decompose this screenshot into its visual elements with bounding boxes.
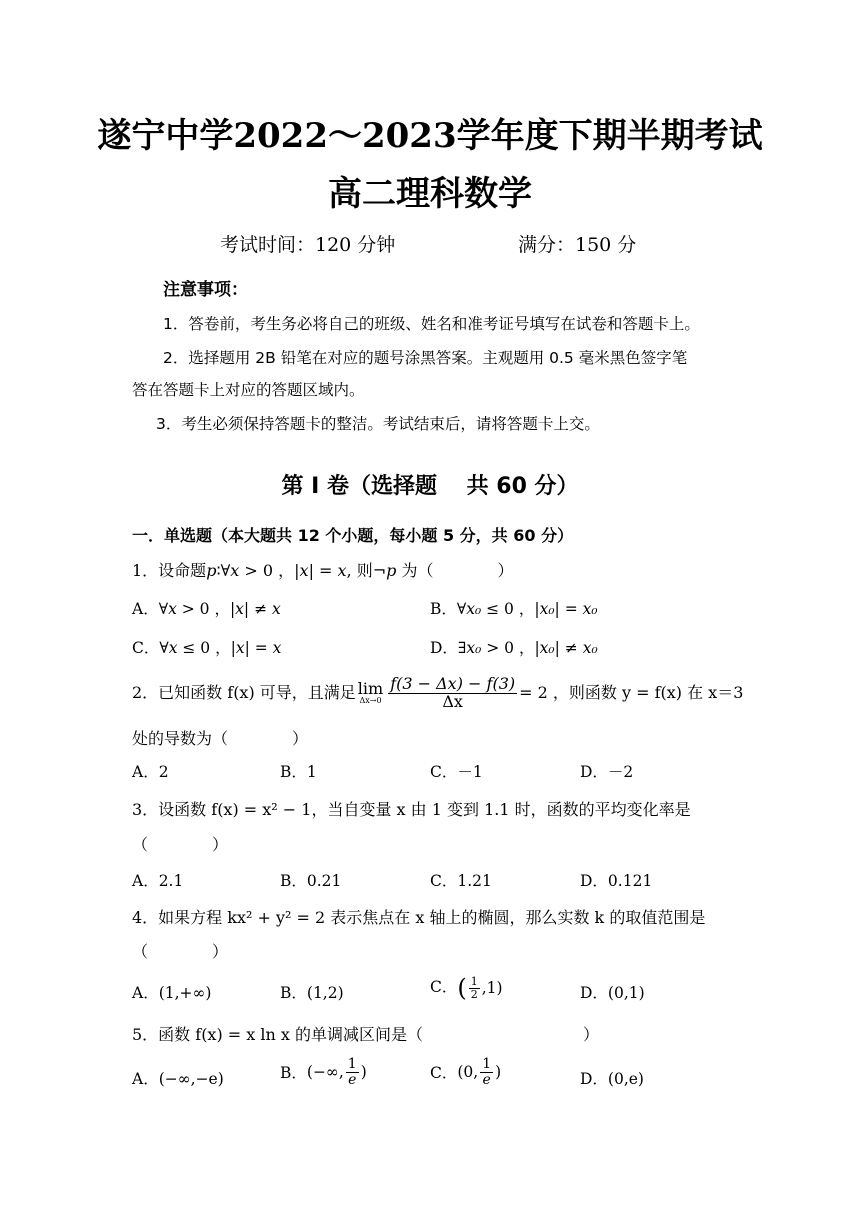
question-3-stem-line2: （ ） (132, 835, 229, 854)
note-item: 1．答卷前，考生务必将自己的班级、姓名和准考证号填写在试卷和答题卡上。 (163, 315, 700, 333)
question-4-stem-line2: （ ） (132, 942, 229, 961)
question-3-option-c: C．1.21 (430, 872, 492, 890)
question-2-option-a: A．2 (132, 763, 169, 781)
limit-symbol: lim Δx→0 (357, 679, 384, 706)
question-4-option-d: D．(0,1) (580, 984, 645, 1002)
question-3-option-a: A．2.1 (132, 872, 184, 890)
exam-subtitle: 高二理科数学 (328, 174, 532, 214)
difference-quotient: $\frac{f(3 - \Delta x) - f(3)}{\Delta x}$ (390, 674, 516, 711)
exam-full-score: 满分：150 分 (518, 234, 637, 256)
question-4-option-b: B．(1,2) (280, 984, 344, 1002)
question-5-option-c: C．(0, $\frac{1}{e}$ ) (430, 1056, 502, 1088)
question-2-stem: 2．已知函数 f(x) 可导，且满足 lim Δx→0 $\frac{f(3 - \Delta x) - f(3)}{\Delta x}$ = 2 ，则函数 y = f(x) 在 x＝3 (132, 674, 744, 711)
notes-heading: 注意事项： (163, 280, 248, 300)
question-4-option-a: A．(1,+∞) (132, 984, 212, 1002)
exam-title: 遂宁中学2022～2023学年度下期半期考试 (97, 116, 763, 156)
part-heading: 一．单选题（本大题共 12 个小题，每小题 5 分，共 60 分） (132, 526, 574, 545)
note-item: 3．考生必须保持答题卡的整洁。考试结束后，请将答题卡上交。 (156, 415, 600, 433)
question-1-option-b: B．∀x₀ ≤ 0 ，|x₀| = x₀ (430, 600, 598, 618)
question-1-option-d: D．∃x₀ > 0 ，|x₀| ≠ x₀ (430, 639, 598, 657)
question-1-option-c: C．∀x ≤ 0 ，|x| = x (132, 639, 282, 657)
question-4-stem: 4．如果方程 kx² + y² = 2 表示焦点在 x 轴上的椭圆，那么实数 k 的取值范围是 (132, 908, 706, 927)
one-half-fraction: $\frac{1}{2}$ (470, 974, 478, 1001)
question-2-stem-line2: 处的导数为（ ） (132, 729, 309, 748)
question-5-option-d: D．(0,e) (580, 1070, 644, 1088)
section-title: 第 I 卷（选择题 共 60 分） (281, 474, 579, 499)
exam-time: 考试时间：120 分钟 (220, 234, 396, 256)
question-2-option-c: C．－1 (430, 763, 483, 781)
question-5-option-a: A．(−∞,−e) (132, 1070, 224, 1088)
question-2-option-b: B．1 (280, 763, 317, 781)
question-1-stem: 1．设命题p∶∀x > 0 ，|x| = x, 则¬p 为（ ） (132, 561, 514, 580)
question-5-stem: 5．函数 f(x) = x ln x 的单调减区间是（ ） (132, 1025, 600, 1044)
note-item: 2．选择题用 2B 铅笔在对应的题号涂黑答案。主观题用 0.5 毫米黑色签字笔 (163, 349, 688, 367)
question-5-option-b: B．(−∞, $\frac{1}{e}$ ) (280, 1056, 367, 1088)
question-3-stem: 3．设函数 f(x) = x² − 1，当自变量 x 由 1 变到 1.1 时，函数的平均变化率是 (132, 800, 691, 819)
one-over-e-fraction: $\frac{1}{e}$ (347, 1056, 357, 1088)
question-2-option-d: D．－2 (580, 763, 634, 781)
question-3-option-b: B．0.21 (280, 872, 342, 890)
one-over-e-fraction: $\frac{1}{e}$ (482, 1056, 492, 1088)
question-1-option-a: A．∀x > 0 ，|x| ≠ x (132, 600, 281, 618)
question-4-option-c: C．( $\frac{1}{2}$ ,1) (430, 974, 503, 1002)
question-3-option-d: D．0.121 (580, 872, 653, 890)
note-item: 答在答题卡上对应的答题区域内。 (132, 381, 365, 399)
